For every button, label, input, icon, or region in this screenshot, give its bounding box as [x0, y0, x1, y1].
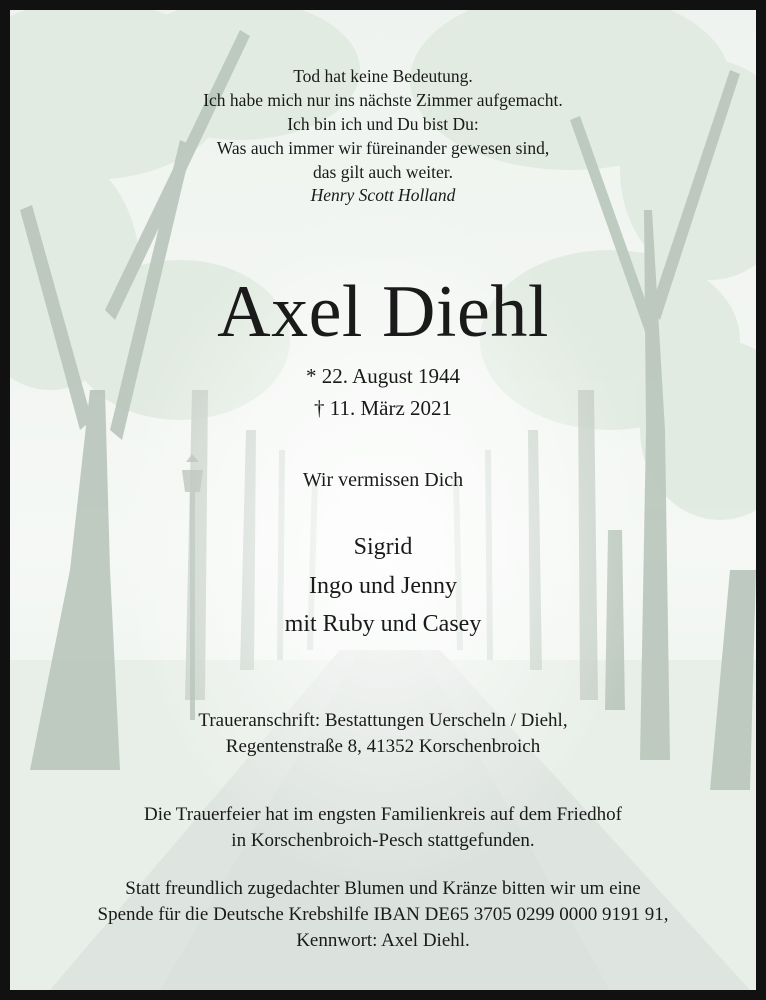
obituary-content — [10, 10, 756, 990]
address-line: Traueranschrift: Bestattungen Uerscheln / Diehl, — [198, 710, 568, 731]
farewell-message: Wir vermissen Dich — [302, 469, 464, 491]
poem-line: Ich habe mich nur ins nächste Zimmer aufgemacht. — [203, 90, 563, 110]
birth-date: * 22. August 1944 — [305, 364, 460, 388]
poem-line: Tod hat keine Bedeutung. — [293, 66, 473, 86]
mourner-name: mit Ruby und Casey — [284, 611, 482, 637]
mourner-name: Sigrid — [353, 534, 413, 560]
death-date: † 11. März 2021 — [313, 396, 453, 420]
donation-note — [10, 876, 756, 954]
mourning-address — [10, 708, 756, 760]
mourner-name: Ingo und Jenny — [309, 572, 457, 599]
poem-line: das gilt auch weiter. — [313, 162, 453, 182]
poem-author: Henry Scott Holland — [310, 185, 456, 205]
ceremony-line: in Korschenbroich-Pesch stattgefunden. — [231, 830, 535, 851]
life-dates — [10, 360, 756, 424]
donation-line: Kennwort: Axel Diehl. — [296, 930, 470, 951]
ceremony-note — [10, 802, 756, 854]
poem-line: Was auch immer wir füreinander gewesen sind, — [216, 138, 550, 158]
donation-line: Statt freundlich zugedachter Blumen und Kränze bitten wir um eine — [125, 878, 641, 899]
deceased-name: Axel Diehl — [217, 271, 549, 353]
ceremony-line: Die Trauerfeier hat im engsten Familienkreis auf dem Friedhof — [143, 804, 623, 825]
mourners-list — [10, 528, 756, 644]
donation-line: Spende für die Deutsche Krebshilfe IBAN DE65 3705 0299 0000 9191 91, — [97, 904, 669, 925]
poem-line: Ich bin ich und Du bist Du: — [287, 114, 479, 134]
address-line: Regentenstraße 8, 41352 Korschenbroich — [225, 736, 541, 757]
poem — [10, 64, 756, 184]
